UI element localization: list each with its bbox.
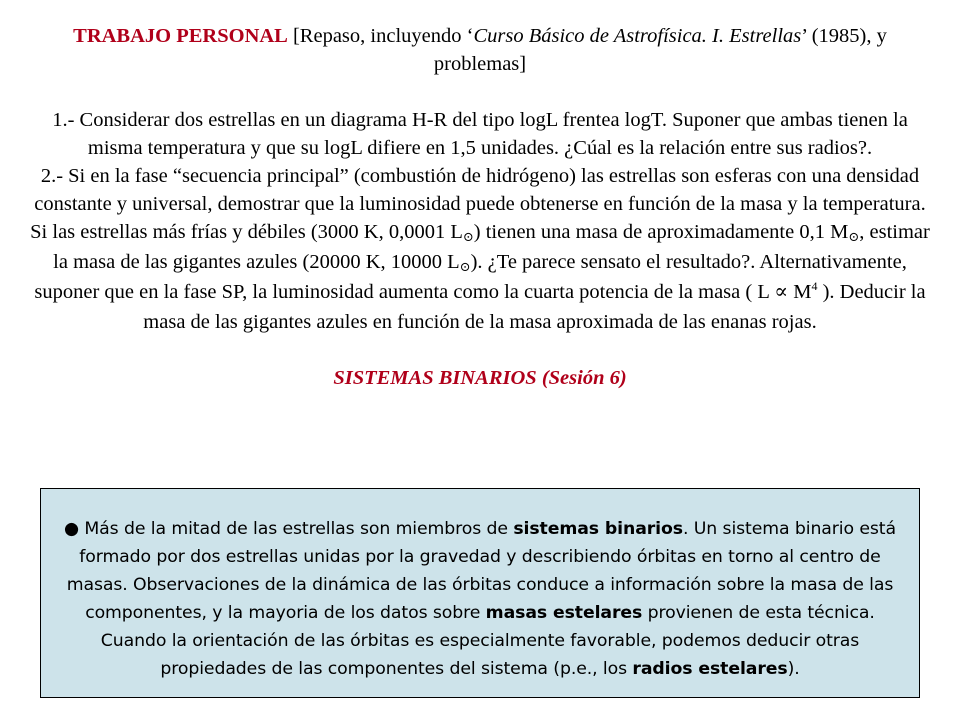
problem-2-part-b: ) tienen una masa de aproximadamente 0,1 M — [473, 221, 849, 243]
problem-2-part-a: 2.- Si en la fase “secuencia principal” (combustión de hidrógeno) las estrellas son esferas con una densidad constante y universal, demostrar que la luminosidad puede obtenerse en función de la masa y la temperatura. Si las estrellas más frías y débiles (3000 K, 0,0001 L — [30, 165, 926, 243]
info-bold-stellar-radii: radios estelares — [632, 659, 788, 679]
info-bold-stellar-masses: masas estelares — [485, 603, 643, 623]
section-title: SISTEMAS BINARIOS (Sesión 6) — [333, 367, 627, 389]
info-text-3: provienen de esta técnica. Cuando la orientación de las órbitas es especialmente favorable, podemos deducir otras propiedades de las componentes del sistema (p.e., los — [100, 603, 875, 679]
info-bold-binary-systems: sistemas binarios — [513, 519, 683, 539]
sun-symbol: ⊙ — [462, 229, 474, 244]
sun-symbol: ⊙ — [848, 229, 860, 244]
sun-symbol: ⊙ — [459, 259, 471, 274]
problem-1: 1.- Considerar dos estrellas en un diagrama H-R del tipo logL frentea logT. Suponer que ambas tienen la misma temperatura y que su logL difiere en 1,5 unidades. ¿Cúal es la relación entre sus radios?. — [52, 109, 908, 159]
header-title-red: TRABAJO PERSONAL — [73, 25, 288, 47]
spacer — [28, 78, 932, 106]
spacer — [28, 336, 932, 364]
info-text-1: ● Más de la mitad de las estrellas son miembros de — [64, 519, 514, 539]
exponent: 4 — [811, 279, 818, 293]
header-title — [28, 22, 932, 78]
problem-2-part-d: ). ¿Te parece sensato el resultado?. Alternativamente, suponer que en la fase SP, la luminosidad aumenta como la cuarta potencia de la masa ( L ∝ M — [34, 251, 907, 303]
problem-2-part-c: , estimar la masa de las gigantes azules (20000 K, 10000 L — [53, 221, 930, 273]
header-title-italic: Curso Básico de Astrofísica. I. Estrellas — [473, 25, 802, 47]
header-title-post: ’ (1985), y problemas] — [433, 25, 887, 75]
info-box — [40, 488, 920, 698]
problem-2 — [28, 162, 932, 336]
header-title-pre: [Repaso, incluyendo ‘ — [287, 25, 474, 47]
info-text-4: ). — [787, 659, 800, 679]
info-text-2: . Un sistema binario está formado por dos estrellas unidas por la gravedad y describiendo órbitas en torno al centro de masas. Observaciones de la dinámica de las órbitas conduce a información sobre la masa de las componentes, y la mayoria de los datos sobre — [66, 519, 896, 623]
problem-2-part-e: ). Deducir la masa de las gigantes azules en función de la masa aproximada de las enanas rojas. — [143, 281, 926, 333]
slide-text — [28, 22, 932, 392]
